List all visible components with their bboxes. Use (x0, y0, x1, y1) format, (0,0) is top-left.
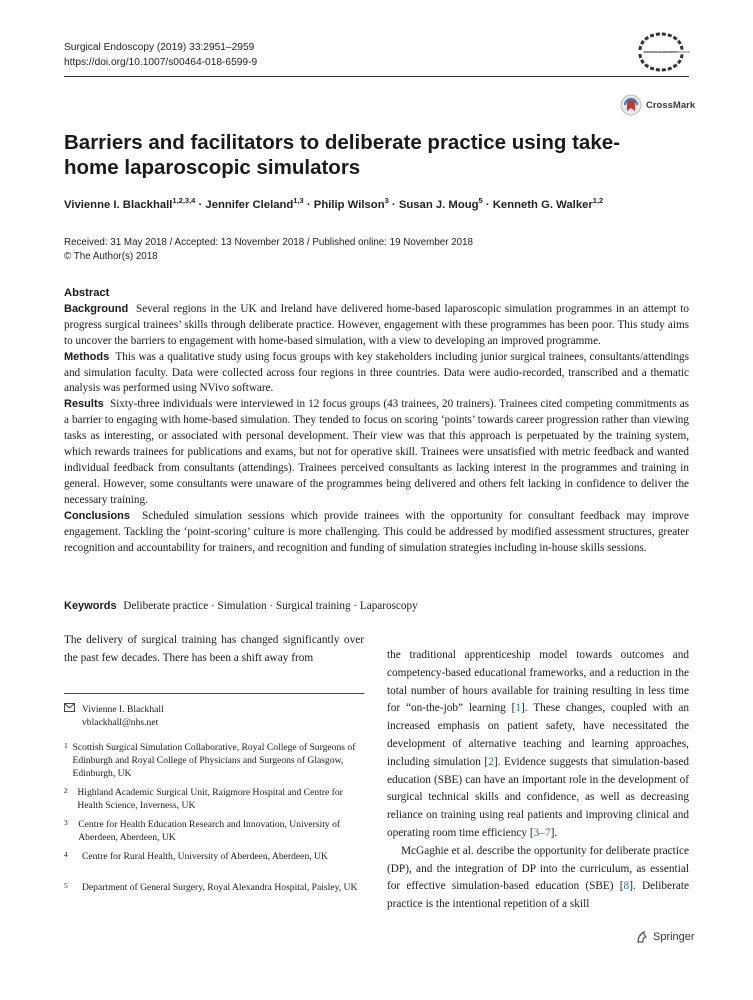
abstract-background-label: Background (64, 302, 129, 315)
publisher-name: Springer (653, 931, 695, 943)
affiliation-4: 4 Centre for Rural Health, University of Aberdeen, Aberdeen, UK (64, 850, 328, 862)
author-name[interactable]: Jennifer Cleland (205, 198, 294, 211)
abstract-conclusions-text: Scheduled simulation sessions which provide trainees with the opportunity for consultant feedback may improve engagement. Tackling the ‘point-scoring’ culture is more challenging. This could be addressed by modified assessment structures, greater recognition and accountability for trainers, and recognition and funding of simulation strategies including in-house skills sessions. (64, 509, 689, 554)
footnote-divider (64, 693, 364, 694)
author-separator: · (195, 198, 206, 211)
correspondence (64, 703, 164, 729)
author-list (64, 196, 704, 211)
citation-link-8[interactable]: 8 (623, 880, 630, 893)
publisher-logo (635, 930, 695, 944)
abstract-methods-text: This was a qualitative study using focus groups with key stakeholders including junior surgical trainees, consultants/attendings and simulation faculty. Data were collected across four regions in three countries. Data were audio-recorded, transcribed and a thematic analysis was performed using NVivo software. (64, 350, 689, 395)
author-separator: · (303, 198, 314, 211)
author-separator: · (482, 198, 493, 211)
author-affiliation-marker: 1,2,3,4 (172, 196, 196, 205)
springer-horse-icon (635, 930, 649, 944)
copyright-line: © The Author(s) 2018 (64, 251, 158, 262)
citation-link-1[interactable]: 1 (515, 702, 522, 715)
author-affiliation-marker: 1,2 (592, 196, 604, 205)
affiliation-5: 5 Department of General Surgery, Royal Alexandra Hospital, Paisley, UK (64, 881, 358, 893)
author-name[interactable]: Kenneth G. Walker (492, 198, 593, 211)
author-name[interactable]: Vivienne I. Blackhall (64, 198, 173, 211)
abstract-background-text: Several regions in the UK and Ireland have delivered home-based laparoscopic simulation programmes in an attempt to progress surgical trainees’ skills through deliberate practice. However, engagement with these programmes has been poor. This study aims to uncover the barriers to engagement with home-based simulation, with a view to developing an improved programme. (64, 302, 689, 347)
abstract-conclusions-label: Conclusions (64, 509, 131, 522)
correspondence-name: Vivienne I. Blackhall (82, 704, 164, 715)
body-right-column (387, 647, 689, 914)
abstract-methods-label: Methods (64, 350, 110, 363)
author-affiliation-marker: 3 (384, 196, 389, 205)
crossmark-label: CrossMark (646, 99, 696, 111)
author-name[interactable]: Susan J. Moug (398, 198, 479, 211)
journal-info (64, 40, 257, 70)
affiliation-2: 2 Highland Academic Surgical Unit, Raigmore Hospital and Centre for Health Science, Inverness, UK (64, 786, 343, 811)
correspondence-email[interactable]: vblackhall@nhs.net (82, 717, 159, 728)
body-left-intro: The delivery of surgical training has changed significantly over the past few decades. There has been a shift away from (64, 634, 364, 664)
journal-citation: Surgical Endoscopy (2019) 33:2951–2959 (64, 42, 255, 53)
affiliation-3: 3 Centre for Health Education Research and Innovation, University of Aberdeen, Aberdeen, UK (64, 818, 341, 843)
author-separator: · (388, 198, 399, 211)
publication-history: Received: 31 May 2018 / Accepted: 13 November 2018 / Published online: 19 November 2018 (64, 237, 474, 248)
abstract-heading: Abstract (64, 287, 110, 299)
keywords-text: Deliberate practice · Simulation · Surgical training · Laparoscopy (123, 600, 418, 612)
abstract-methods (64, 350, 689, 398)
journal-logo (630, 30, 692, 72)
citation-link-2[interactable]: 2 (488, 755, 494, 768)
author-affiliation-marker: 5 (478, 196, 483, 205)
author-affiliation-marker: 1,3 (293, 196, 304, 205)
abstract-results-text: Sixty-three individuals were interviewed in 12 focus groups (43 trainees, 20 trainers). Trainees cited competing commitments as a barrier to engaging with home-based simulation. They tended to focus on scoring ‘points’ towards career progression rather than viewing tasks as interesting, or associated with personal development. Their view was that this approach is perpetuated by the training system, which rewards trainees for publications and exams, but not for operative skill. Trainees were unsatisfied with metric feedback and wanted individual feedback from consultants (attendings). Trainees perceived consultants as lacking interest in the programmes and training in general. However, some consultants were unaware of the programmes being delivered and others felt lacking in confidence to deliver the necessary training. (64, 398, 690, 506)
header-divider (64, 76, 689, 77)
abstract (64, 286, 689, 556)
journal-logo-text: SURGICAL ENDOSCOPY (643, 50, 679, 54)
abstract-results (64, 397, 689, 508)
citation-link-3-7[interactable]: 3–7 (533, 826, 551, 839)
article-dates (64, 236, 473, 264)
crossmark-icon (620, 94, 642, 116)
keywords (64, 600, 418, 612)
envelope-icon (64, 703, 82, 729)
author-name[interactable]: Philip Wilson (313, 198, 385, 211)
abstract-conclusions (64, 509, 689, 557)
affiliation-1: 1 Scottish Surgical Simulation Collaborative, Royal College of Surgeons of Edinburgh and Royal College of Physicians and Surgeons of Glasgow, Edinburgh, UK (64, 741, 356, 779)
body-paragraph-1: the traditional apprenticeship model towards outcomes and competency-based educational frameworks, and a reduction in the total number of hours available for training resulting in less time for “on-the-job” learning [1]. These changes, coupled with an increased emphasis on patient safety, have necessitated the development of alternative teaching and learning approaches, including simulation [2]. Evidence suggests that simulation-based education (SBE) can have an important role in the development of surgical technical skills and confidence, as well as decreasing reliance on training using real patients and improving clinical and operating room time efficiency [3–7]. (387, 649, 689, 839)
body-paragraph-2: McGaghie et al. describe the opportunity for deliberate practice (DP), and the integration of DP into the curriculum, as essential for effective simulation-based education (SBE) [8]. Deliberate practice is the intentional repetition of a skill (387, 844, 690, 911)
crossmark-badge[interactable] (620, 94, 695, 116)
journal-doi-link[interactable]: https://doi.org/10.1007/s00464-018-6599-9 (64, 57, 258, 68)
article-title: Barriers and facilitators to deliberate practice using take-home laparoscopic simulators (64, 131, 620, 179)
abstract-results-label: Results (64, 398, 104, 411)
keywords-label: Keywords (64, 600, 117, 612)
abstract-background (64, 302, 689, 350)
